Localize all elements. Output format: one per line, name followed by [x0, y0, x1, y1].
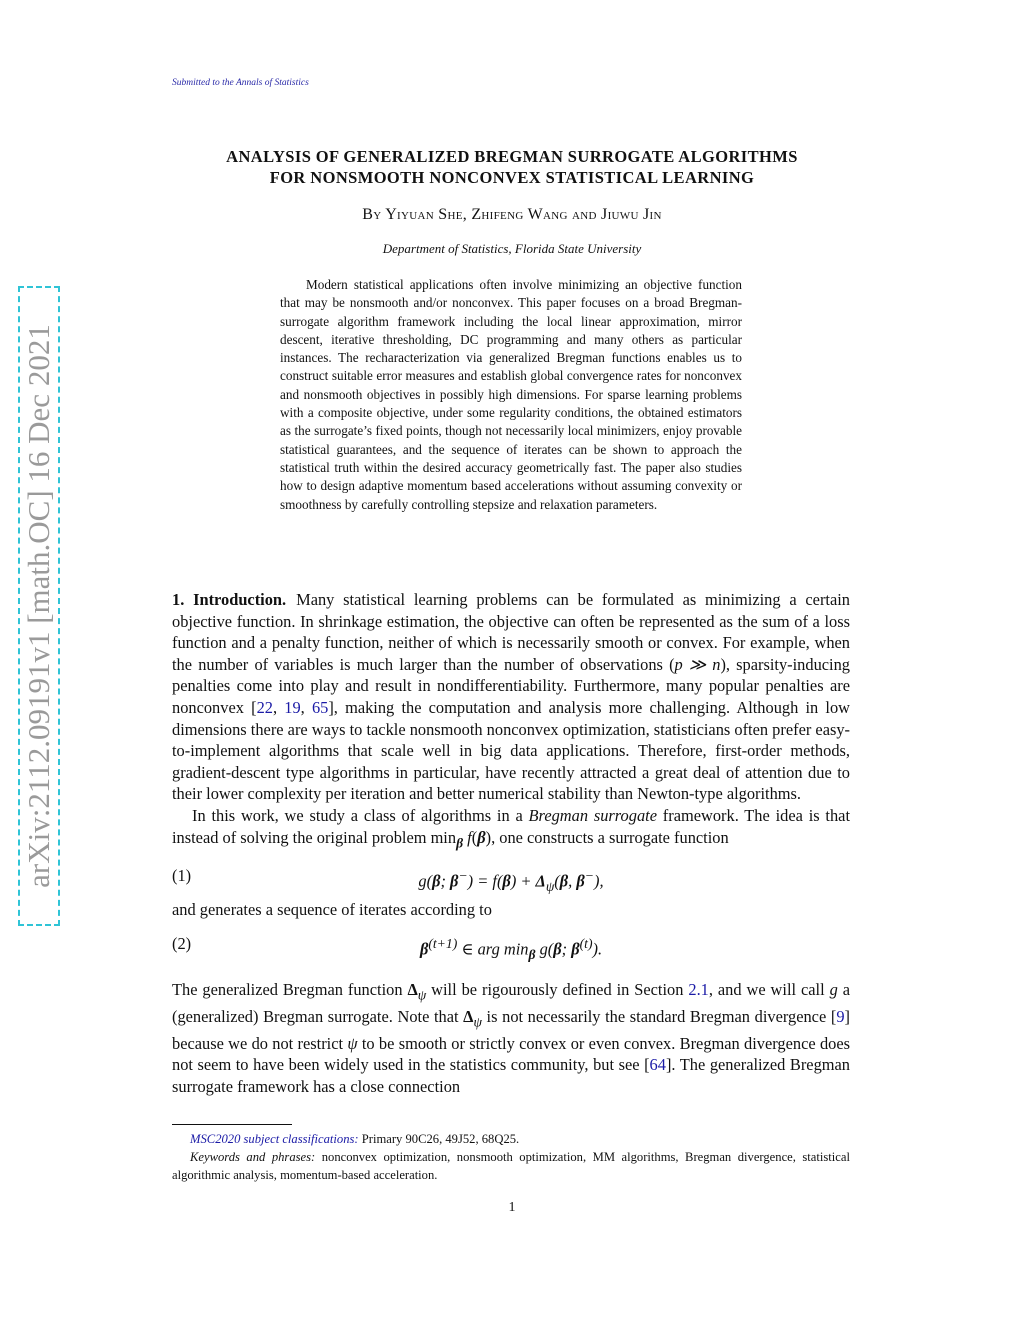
- text-run: Many statistical learning problems can be formulated as minimizing a certain objective function. In shrinkage estimation, the objective can often be represented as the sum of a loss function and a penalty function, neither of which is necessarily smooth or convex. For example, when the number of variables is much larger than the number of observations (: [172, 590, 850, 674]
- footnote-divider: [172, 1124, 292, 1125]
- authors-by: By: [362, 206, 386, 223]
- math-beta: β: [477, 827, 486, 847]
- text-run: The generalized Bregman function: [172, 980, 408, 999]
- paragraph-3: and generates a sequence of iterates according to: [172, 900, 492, 920]
- abstract: Modern statistical applications often involve minimizing an objective function that may be nonsmooth and/or nonconvex. This paper focuses on a broad Bregman-surrogate algorithm framework including the local linear approximation, mirror descent, iterative thresholding, DC programming and many others as particular instances. The recharacterization via generalized Bregman functions enables us to construct suitable error measures and establish global convergence rates for nonconvex and nonsmooth objectives in possibly high dimensions. For sparse learning problems with a composite objective, under some regularity conditions, the obtained estimators as the surrogate’s fixed points, though not necessarily local minimizers, enjoy provable statistical guarantees, and the sequence of iterates can be shown to approach the statistical truth within the desired accuracy geometrically fast. The paper also studies how to design adaptive momentum based accelerations without assuming convexity or smoothness by carefully controlling stepsize and relaxation parameters.: [280, 277, 742, 512]
- math-inline: $\Delta_\psi$: [463, 1006, 482, 1030]
- equation-expression: $\beta^{(t+1)}$ ∈ arg $\min_\beta g(\beta$; $\beta^{(t)}$).: [419, 936, 603, 962]
- equation-expression: g(β; $\beta^-) = f(\beta) + \Delta_\psi(\beta$, β−),: [418, 868, 604, 895]
- title-line-1: ANALYSIS OF GENERALIZED BREGMAN SURROGATE ALGORITHMS: [226, 147, 798, 166]
- paragraph-2: [172, 805, 850, 853]
- equation-number: (1): [172, 866, 192, 886]
- citation-link[interactable]: 65: [311, 697, 329, 717]
- title-line-2: FOR NONSMOOTH NONCONVEX STATISTICAL LEARNING: [269, 168, 755, 187]
- text-run: will be rigourously defined in Section: [426, 980, 689, 999]
- math-inline: $\Delta_\psi$: [407, 980, 427, 1003]
- footnotes: [172, 1130, 850, 1185]
- paragraph-4: [172, 979, 850, 1098]
- submitted-header-link[interactable]: Submitted to the Annals of Statistics: [172, 78, 309, 88]
- citation-link[interactable]: 9: [836, 1006, 845, 1026]
- equation-1: [172, 853, 850, 899]
- math-sub-beta: β: [456, 834, 464, 850]
- paragraph-1: 1. Introduction. Many statistical learning problems can be formulated as minimizing a certain objective function. In shrinkage estimation, the objective can often be represented as the sum of a loss function and a penalty function, neither of which is necessarily smooth or convex. For example, when the number of variables is much larger than the number of observations (p ≫ n), sparsity-inducing penalties come into play and result in nondifferentiability. Furthermore, many popular penalties are nonconvex [22, 19, 65], making the computation and analysis more challenging. Although in low dimensions there are ways to tackle nonsmooth nonconvex optimization, statisticians often prefer easy-to-implement algorithms that scale well in big data applications. Therefore, first-order methods, gradient-descent type algorithms in particular, have recently attracted a great deal of attention due to their lower complexity per iteration and better numerical stability than Newton-type algorithms.: [172, 590, 850, 804]
- arxiv-stamp: [0, 0, 64, 1325]
- msc-link[interactable]: MSC2020 subject classifications:: [190, 1132, 359, 1146]
- authors: [150, 206, 874, 224]
- keywords-footnote: [172, 1148, 850, 1184]
- msc-footnote: [172, 1130, 850, 1148]
- affiliation: Department of Statistics, Florida State University: [382, 241, 642, 256]
- text-run: a (generalized) Bregman surrogate. Note that: [172, 980, 850, 1026]
- math-inline: ψ: [347, 1033, 358, 1053]
- citation-link[interactable]: 22: [256, 697, 273, 717]
- keywords-label: Keywords and phrases:: [190, 1150, 316, 1165]
- text-run: ] because we do not restrict: [172, 1006, 850, 1053]
- text-run: is not necessarily the standard Bregman divergence [: [481, 1006, 837, 1026]
- equation-number: (2): [172, 934, 192, 953]
- text-run: , one constructs a surrogate function: [491, 827, 729, 847]
- text-run: ]. The generalized Bregman surrogate framework has a close connection: [172, 1055, 850, 1096]
- section-introduction: [172, 589, 850, 1098]
- math-inline: $\min_\beta f(\beta)$: [430, 827, 492, 850]
- msc-codes: Primary 90C26, 49J52, 68Q25.: [361, 1132, 520, 1146]
- text-run: to be smooth or strictly convex or even convex. Bregman divergence does not seem to have been widely used in the statistics community, but see [: [172, 1033, 850, 1075]
- citation-link[interactable]: 64: [649, 1055, 666, 1075]
- math-inline: g: [829, 980, 838, 999]
- math-inline: p ≫ n: [674, 654, 721, 674]
- text-run: , and we will call: [708, 980, 830, 999]
- author-names: Yiyuan She, Zhifeng Wang and Jiuwu Jin: [385, 206, 662, 223]
- page-number: 1: [508, 1200, 516, 1215]
- arxiv-id[interactable]: arXiv:2112.09191v1 [math.OC] 16 Dec 2021: [21, 324, 56, 888]
- math-f: f: [467, 827, 472, 847]
- keywords-value: nonconvex optimization, nonsmooth optimization, MM algorithms, Bregman divergence, statistical algorithmic analysis, momentum-based acceleration.: [172, 1150, 850, 1183]
- section-heading: 1. Introduction.: [172, 590, 287, 609]
- text-run: ], making the computation and analysis more challenging. Although in low dimensions there are ways to tackle nonsmooth nonconvex optimization, statisticians often prefer easy-to-implement algorithms that scale well in big data applications. Therefore, first-order methods, gradient-descent type algorithms in particular, have recently attracted a great deal of attention due to their lower complexity per iteration and better numerical stability than Newton-type algorithms.: [172, 697, 850, 804]
- math-min: min: [430, 827, 457, 847]
- citation-link[interactable]: 19: [284, 697, 301, 717]
- section-link[interactable]: 2.1: [688, 980, 709, 999]
- text-run: framework. The idea is that instead of solving the original problem: [172, 805, 851, 847]
- equation-2: [172, 921, 850, 979]
- text-run: In this work, we study a class of algorithms in a: [192, 805, 529, 825]
- emphasis: Bregman surrogate: [528, 805, 657, 825]
- text-run: ), sparsity-inducing penalties come into play and result in nondifferentiability. Furthermore, many popular penalties are nonconvex [: [172, 654, 850, 717]
- paper-title: [150, 146, 874, 188]
